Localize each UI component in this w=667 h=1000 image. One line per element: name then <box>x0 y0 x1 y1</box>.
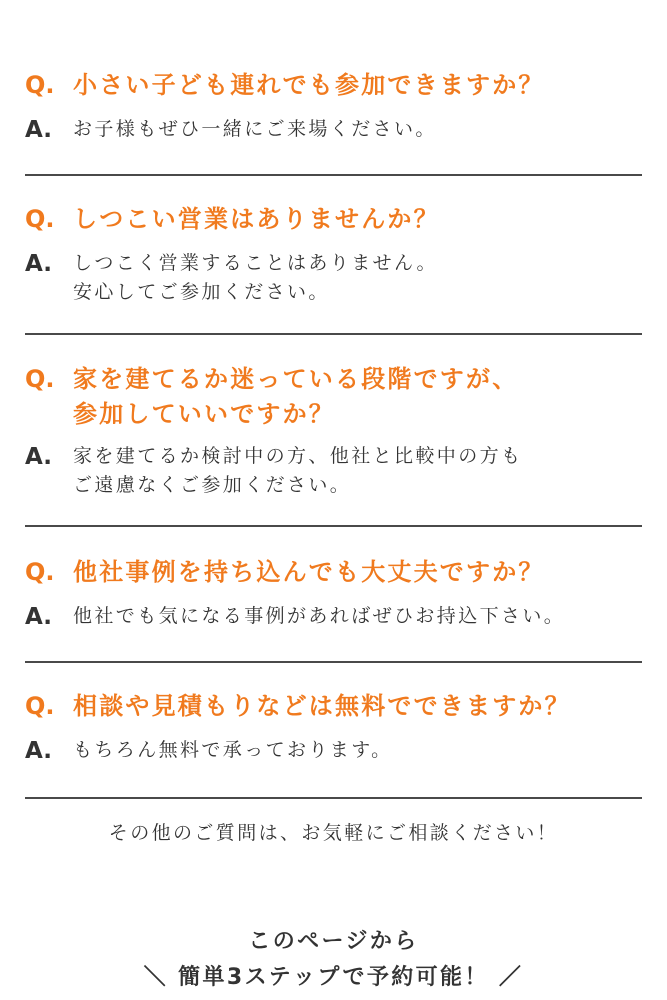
faq-item <box>25 689 642 766</box>
answer-marker: A. <box>25 444 52 470</box>
faq-item <box>25 362 642 500</box>
faq-question-row <box>25 362 642 432</box>
answer-marker: A. <box>25 604 52 630</box>
faq-question-row <box>25 689 642 724</box>
answer-marker: A. <box>25 251 52 277</box>
cta-heading: このページから <box>248 929 419 954</box>
faq-question: しつこい営業はありませんか？ <box>73 205 440 233</box>
question-marker: Q. <box>25 205 55 233</box>
faq-question-row <box>25 202 642 237</box>
faq-answer: 家を建てるか検討中の方、他社と比較中の方も ご遠慮なくご参加ください。 <box>73 445 523 496</box>
question-marker: Q. <box>25 365 55 393</box>
faq-item <box>25 555 642 632</box>
faq-question-row <box>25 555 642 590</box>
divider <box>25 661 642 663</box>
faq-answer: お子様もぜひ一緒にご来場ください。 <box>73 118 437 140</box>
faq-answer-row <box>25 736 642 766</box>
faq-question: 家を建てるか迷っている段階ですが、 参加していいですか？ <box>73 365 519 428</box>
faq-answer: もちろん無料で承っております。 <box>73 739 393 761</box>
divider <box>25 174 642 176</box>
question-marker: Q. <box>25 71 55 99</box>
faq-question: 他社事例を持ち込んでも大丈夫ですか？ <box>73 558 545 586</box>
answer-marker: A. <box>25 117 52 143</box>
cta-subheading: ＼ 簡単3ステップで予約可能！ ／ <box>143 965 524 990</box>
answer-marker: A. <box>25 738 52 764</box>
divider <box>25 797 642 799</box>
faq-item <box>25 202 642 307</box>
question-marker: Q. <box>25 692 55 720</box>
faq-question-row <box>25 68 642 103</box>
faq-answer: 他社でも気になる事例があればぜひお持込下さい。 <box>73 605 566 627</box>
faq-answer-row <box>25 442 642 500</box>
question-marker: Q. <box>25 558 55 586</box>
divider <box>25 333 642 335</box>
faq-question: 小さい子ども連れでも参加できますか？ <box>73 71 545 99</box>
faq-answer-row <box>25 249 642 307</box>
faq-answer-row <box>25 602 642 632</box>
faq-question: 相談や見積もりなどは無料でできますか？ <box>73 692 571 720</box>
faq-item <box>25 68 642 145</box>
faq-answer: しつこく営業することはありません。 安心してご参加ください。 <box>73 252 438 303</box>
closing-note: その他のご質問は、お気軽にご相談ください！ <box>108 822 559 844</box>
faq-answer-row <box>25 115 642 145</box>
divider <box>25 525 642 527</box>
